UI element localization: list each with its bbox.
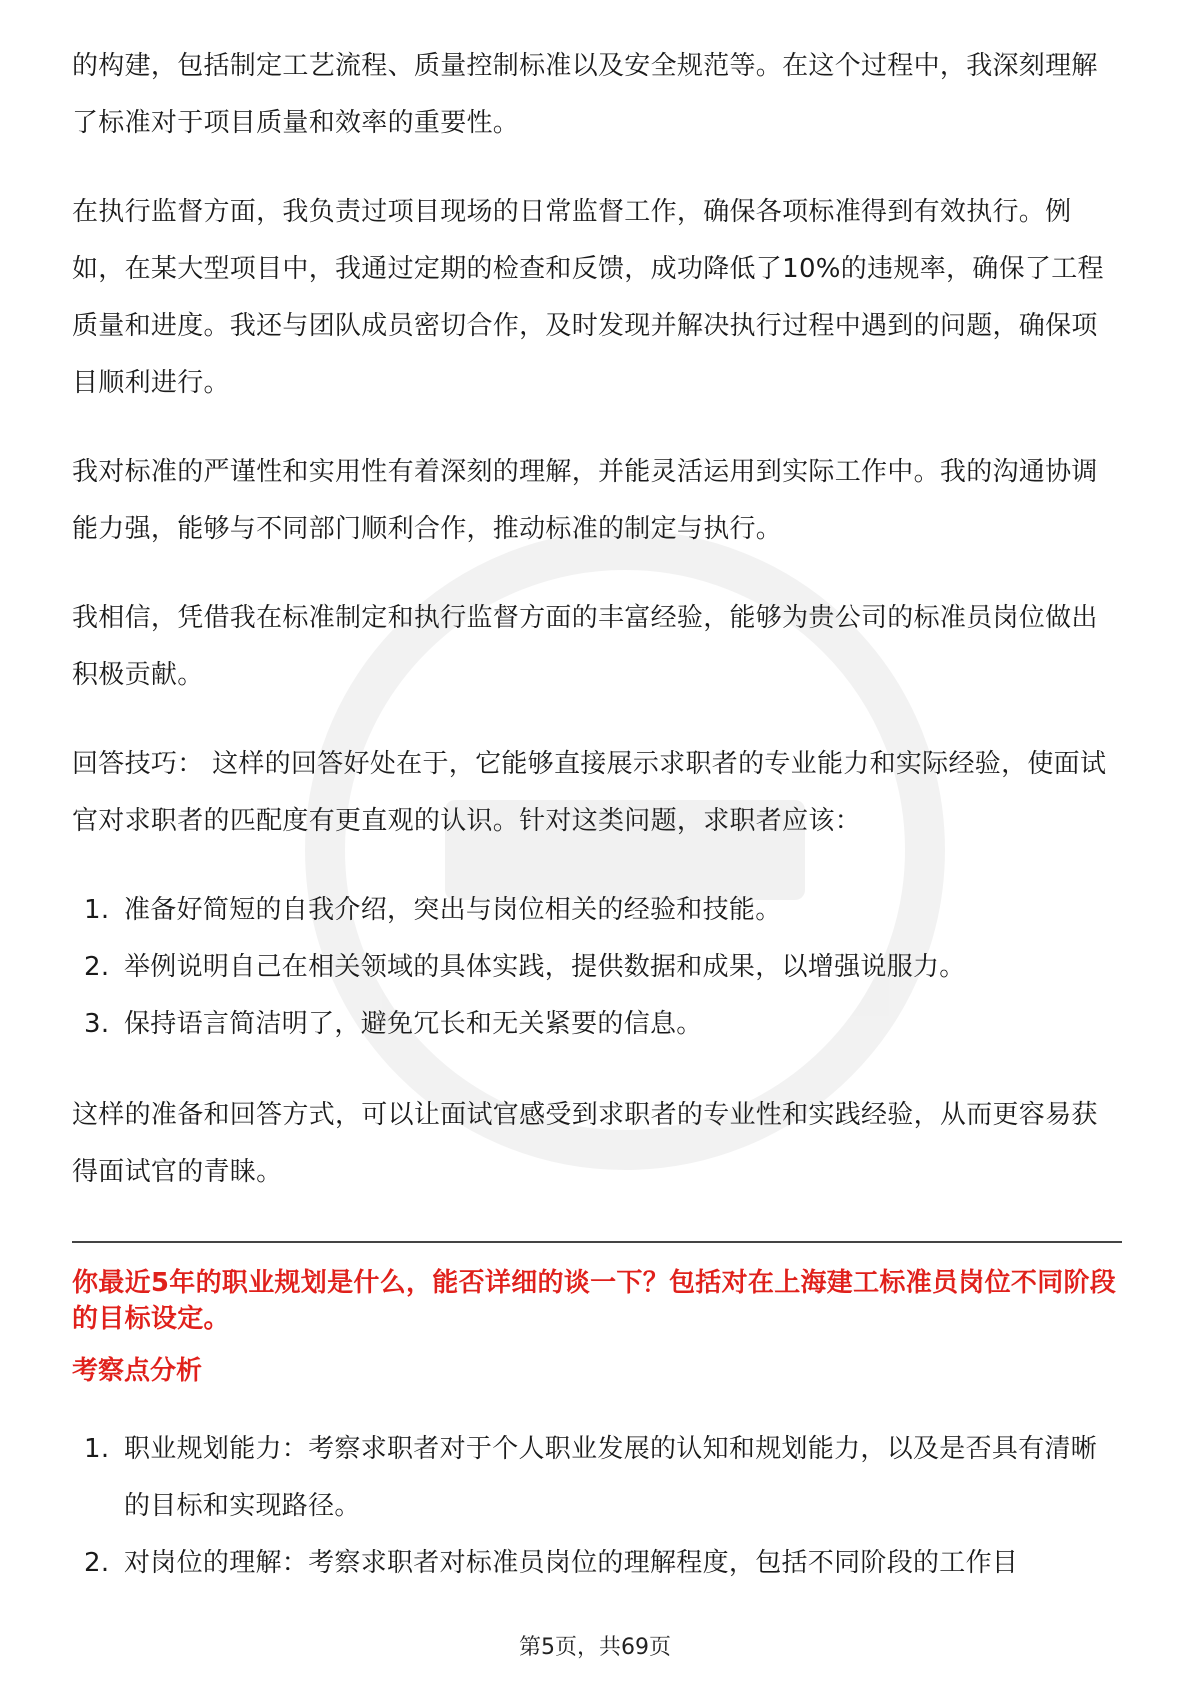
section-divider <box>72 1241 1122 1243</box>
list-text: 举例说明自己在相关领域的具体实践，提供数据和成果，以增强说服力。 <box>124 952 966 982</box>
list-item <box>72 882 1122 939</box>
list-number: 2. <box>84 1548 110 1578</box>
analysis-title: 考察点分析 <box>72 1356 203 1386</box>
analysis-list <box>72 1421 1122 1592</box>
list-item <box>72 1421 1122 1535</box>
list-item <box>72 996 1122 1053</box>
paragraph-1: 的构建，包括制定工艺流程、质量控制标准以及安全规范等。在这个过程中，我深刻理解了标准对于项目质量和效率的重要性。 <box>72 51 1098 138</box>
list-number: 1. <box>84 895 110 925</box>
question-heading: 你最近5年的职业规划是什么，能否详细的谈一下？包括对在上海建工标准员岗位不同阶段的目标设定。 <box>72 1268 1117 1334</box>
paragraph-4: 我相信，凭借我在标准制定和执行监督方面的丰富经验，能够为贵公司的标准员岗位做出积极贡献。 <box>72 603 1098 690</box>
closing-paragraph: 这样的准备和回答方式，可以让面试官感受到求职者的专业性和实践经验，从而更容易获得面试官的青睐。 <box>72 1100 1098 1187</box>
tips-list <box>72 882 1122 1053</box>
list-number: 3. <box>84 1009 110 1039</box>
list-number: 2. <box>84 952 110 982</box>
list-text: 准备好简短的自我介绍，突出与岗位相关的经验和技能。 <box>124 895 782 925</box>
page-footer: 第5页，共69页 <box>519 1635 671 1660</box>
paragraph-2: 在执行监督方面，我负责过项目现场的日常监督工作，确保各项标准得到有效执行。例如，在某大型项目中，我通过定期的检查和反馈，成功降低了10%的违规率，确保了工程质量和进度。我还与团队成员密切合作，及时发现并解决执行过程中遇到的问题，确保项目顺利进行。 <box>72 197 1104 398</box>
list-item <box>72 939 1122 996</box>
document-page <box>72 38 1122 1626</box>
list-number: 1. <box>84 1434 110 1464</box>
paragraph-3: 我对标准的严谨性和实用性有着深刻的理解，并能灵活运用到实际工作中。我的沟通协调能力强，能够与不同部门顺利合作，推动标准的制定与执行。 <box>72 457 1098 544</box>
list-item <box>72 1535 1122 1592</box>
answer-tips-paragraph: 回答技巧： 这样的回答好处在于，它能够直接展示求职者的专业能力和实际经验，使面试官对求职者的匹配度有更直观的认识。针对这类问题，求职者应该： <box>72 749 1107 836</box>
list-text: 职业规划能力：考察求职者对于个人职业发展的认知和规划能力，以及是否具有清晰的目标和实现路径。 <box>124 1434 1098 1521</box>
list-text: 对岗位的理解：考察求职者对标准员岗位的理解程度，包括不同阶段的工作目 <box>124 1548 1019 1578</box>
list-text: 保持语言简洁明了，避免冗长和无关紧要的信息。 <box>124 1009 703 1039</box>
